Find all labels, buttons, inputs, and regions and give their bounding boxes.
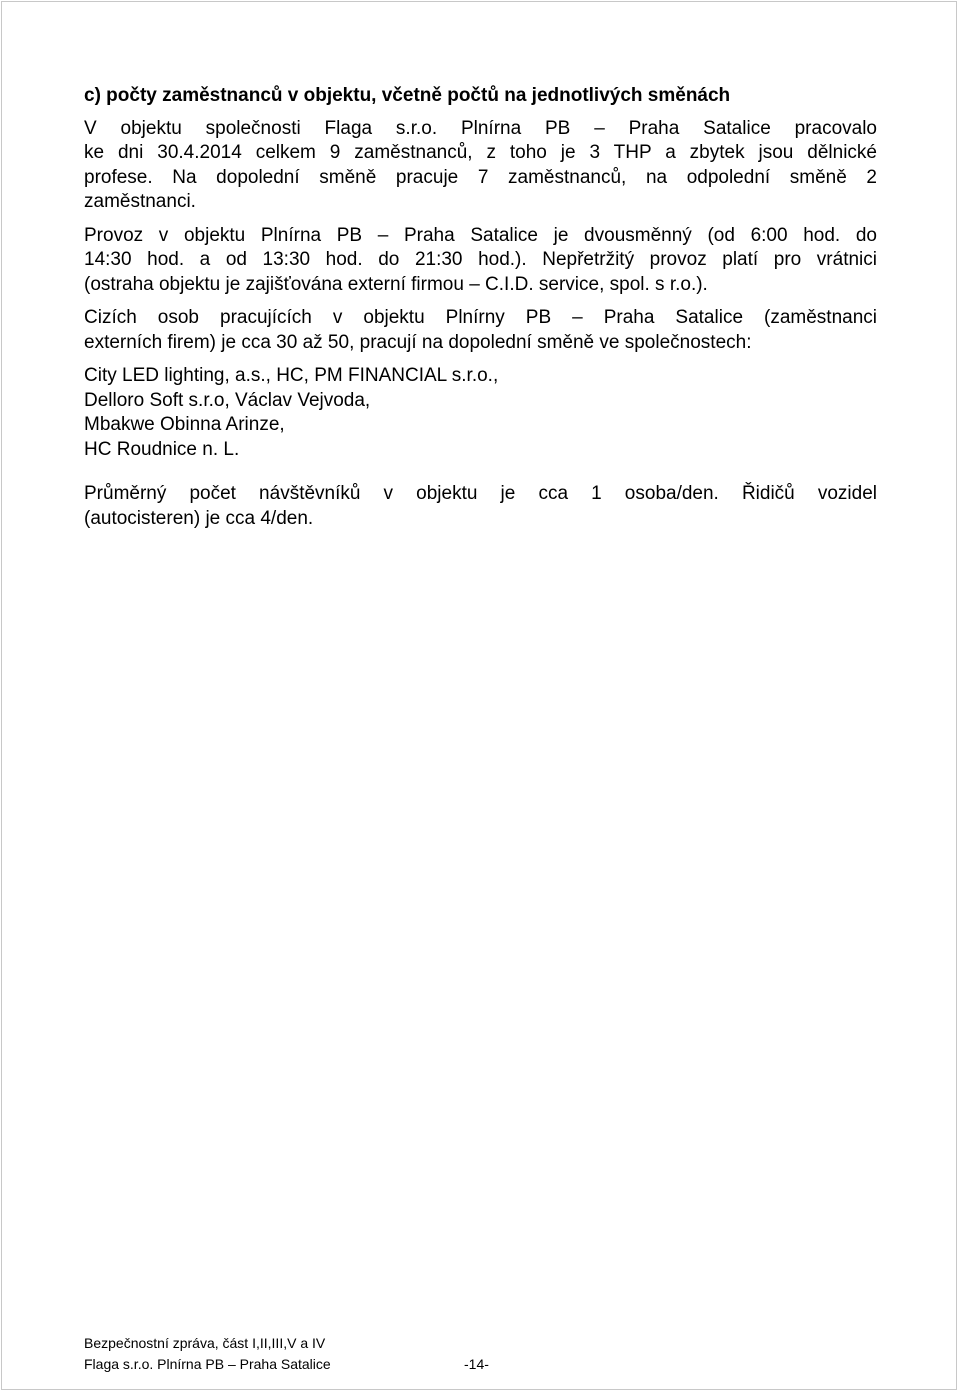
section-heading: c) počty zaměstnanců v objektu, včetně počtů na jednotlivých směnách (84, 85, 731, 106)
paragraph-shifts (84, 224, 877, 298)
paragraph-line: ke dni 30.4.2014 celkem 9 zaměstnanců, z toho je 3 THP a zbytek jsou dělnické (84, 142, 877, 163)
paragraph-line: Cizích osob pracujících v objektu Plnírny PB – Praha Satalice (zaměstnanci (84, 307, 877, 328)
paragraph-external-workers (84, 306, 877, 355)
paragraph-line: V objektu společnosti Flaga s.r.o. Plnírna PB – Praha Satalice pracovalo (84, 117, 877, 139)
paragraph-line: (ostraha objektu je zajišťována externí firmou – C.I.D. service, spol. s r.o.). (84, 273, 708, 295)
paragraph-line: externích firem) je cca 30 až 50, pracují na dopolední směně ve společnostech: (84, 331, 752, 353)
paragraph-line: Provoz v objektu Plnírna PB – Praha Satalice je dvousměnný (od 6:00 hod. do (84, 224, 877, 246)
footer-organization: Flaga s.r.o. Plnírna PB – Praha Satalice (84, 1356, 331, 1372)
company-item: City LED lighting, a.s., HC, PM FINANCIAL s.r.o., (84, 365, 499, 386)
page-footer (84, 1334, 489, 1373)
footer-row (84, 1355, 489, 1373)
paragraph-line: Průměrný počet návštěvníků v objektu je cca 1 osoba/den. Řidičů vozidel (84, 483, 877, 504)
company-item: HC Roudnice n. L. (84, 438, 240, 460)
paragraph-visitors (84, 482, 877, 531)
document-body (84, 84, 877, 540)
company-list (84, 364, 877, 462)
paragraph-employees (84, 117, 877, 215)
paragraph-line: 14:30 hod. a od 13:30 hod. do 21:30 hod.). Nepřetržitý provoz platí pro vrátnici (84, 249, 877, 270)
footer-title: Bezpečnostní zpráva, část I,II,III,V a IV (84, 1335, 326, 1351)
page-number: -14- (464, 1356, 489, 1372)
paragraph-line: profese. Na dopolední směně pracuje 7 zaměstnanců, na odpolední směně 2 (84, 166, 877, 188)
paragraph-line: zaměstnanci. (84, 191, 196, 212)
company-item: Mbakwe Obinna Arinze, (84, 414, 285, 435)
company-item: Delloro Soft s.r.o, Václav Vejvoda, (84, 389, 371, 411)
paragraph-line: (autocisteren) je cca 4/den. (84, 507, 314, 529)
